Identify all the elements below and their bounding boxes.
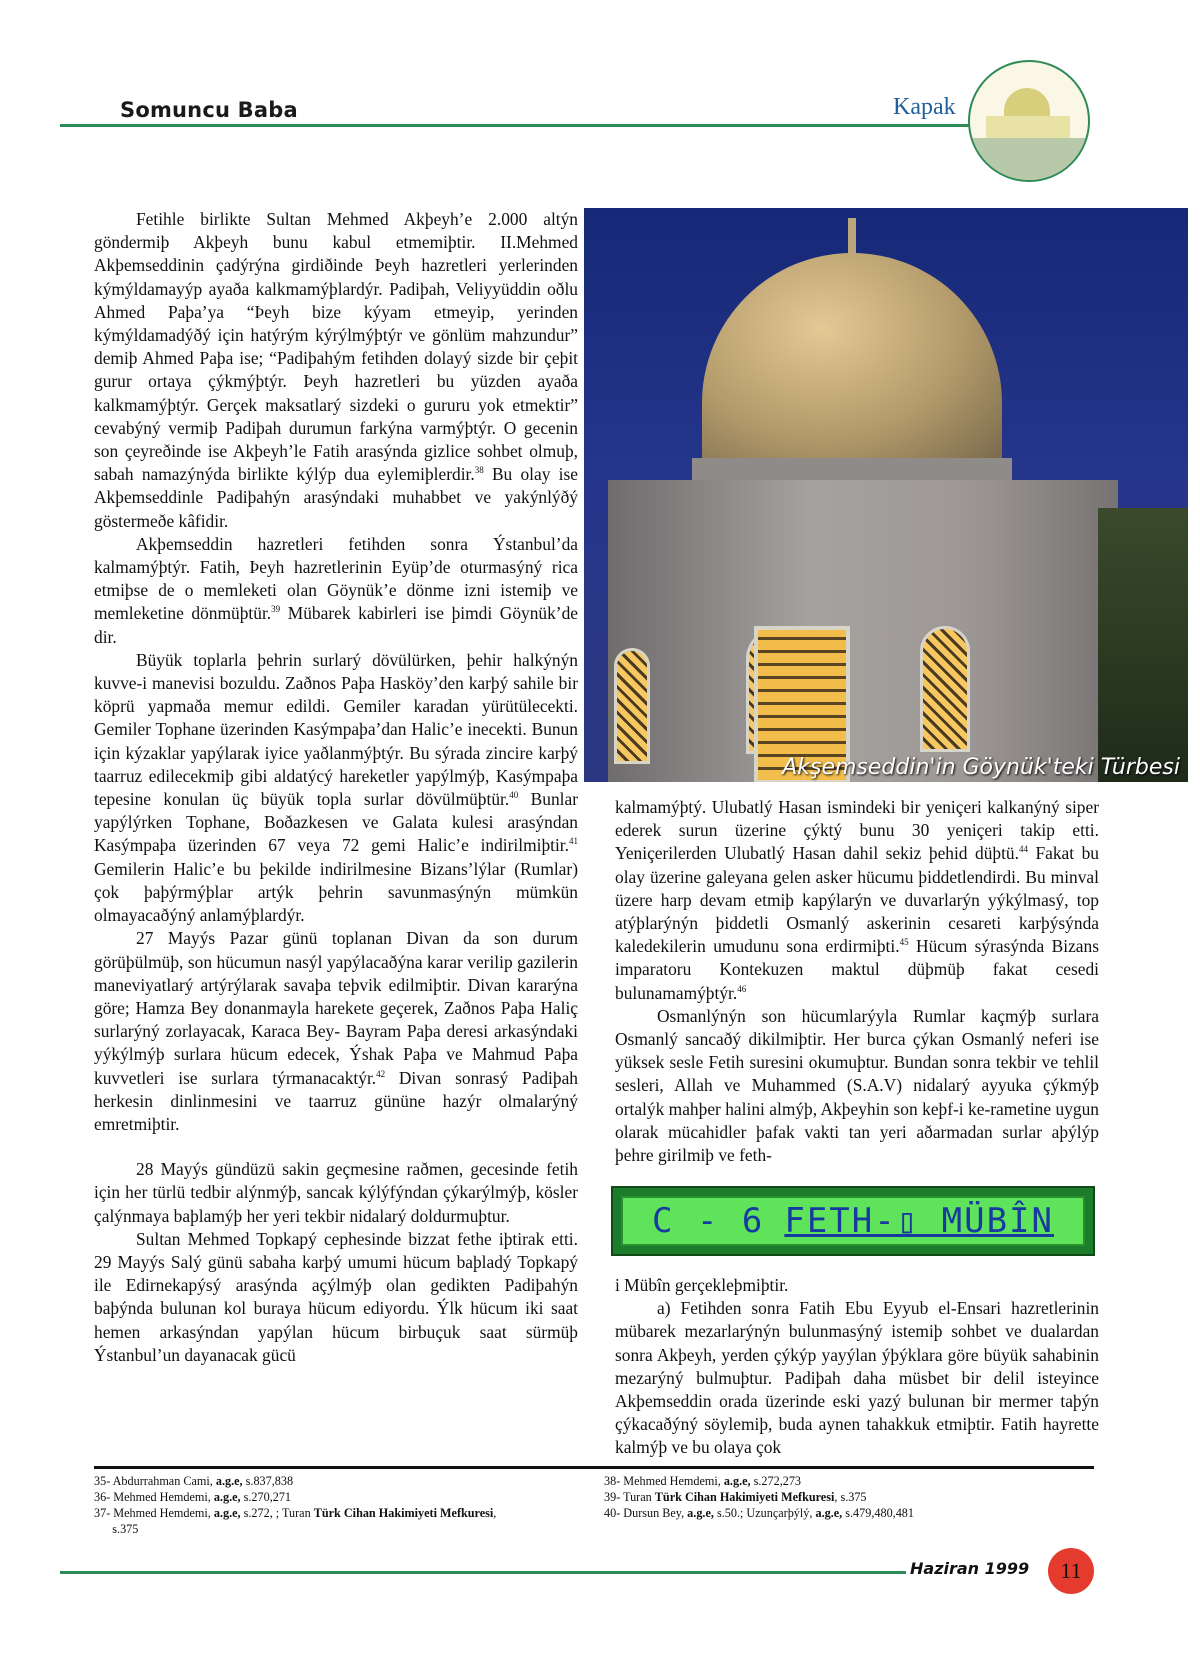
emblem-water <box>970 138 1088 180</box>
paragraph: Osmanlýnýn son hücumlarýyla Rumlar kaçmýþ surlara Osmanlý sancaðý dikilmiþtir. Her burca çýkan Osmanlý neferi ise yüksek sesle Fetih suresini okumuþtur. Bundan sonra tekbir ve tehlil sesleri, Allah ve Muhammed (S.A.V) nidalarý ayyuka çýkmýþ ortalýk mahþer halini almýþ, Akþeyhin son keþf-i ke-rametine uygun olarak mücahidler þafak vakti tan yeri aðarmadan surlar aþýlýp þehre girilmiþ ve feth- <box>615 1005 1099 1166</box>
footnote: 40- Dursun Bey, a.g.e, s.50.; Uzunçarþýlý, a.g.e, s.479,480,481 <box>604 1506 914 1520</box>
footnote: 35- Abdurrahman Cami, a.g.e, s.837,838 <box>94 1474 294 1488</box>
page-number: 11 <box>1048 1548 1094 1594</box>
emblem-base <box>986 116 1070 138</box>
left-text-column <box>94 208 578 1367</box>
tomb-window <box>614 648 650 764</box>
paragraph: 27 Mayýs Pazar günü toplanan Divan da son durum görüþülmüþ, son hücumun nasýl yapýlacaðýna karar verilip gazilerin maneviyatlarý artýrýlarak savaþa teþvik edilmiþtir. Divan kararýna göre; Hamza Bey donanmayla harekete geçerek, Zaðnos Paþa Haliç surlarýný zorlayacak, Karaca Bey- Bayram Paþa deresi arkasýndaki yýkýlmýþ surlara hücum edecek, Ýshak Paþa ve Mahmud Paþa kuvvetleri ise surlara týrmanacaktýr.$^{42}$ Divan sonrasý Padiþah herkesin dinlinmesini ve taarruz gününe hazýr olmalarýný emretmiþtir. <box>94 928 578 1134</box>
paragraph: Büyük toplarla þehrin surlarý dövülürken, þehir halkýnýn kuvve-i manevisi bozuldu. Zaðnos Paþa Hasköy’den karþý sahile bir köprü yapmaða memur edildi. Gemiler karadan yürütülecekti. Gemiler Tophane üzerinden Kasýmpaþa’dan Halic’e inecekti. Bunun için kýzaklar yapýlarak iyice yaðlanmýþtýr. Bu sýrada zincire karþý taarruz edilecekmiþ gibi aldatýcý hareketler yapýlmýþ, Kasýmpaþa tepesine konulan üç büyük topla surlar dövülmüþtür.$^{40}$ Bunlar yapýlýrken Tophane, Boðazkesen ve Galata kulesi arasýndan Kasýmpaþa üzerinden 67 veya 72 gemi Halic’e indirilmiþtir.$^{41}$ Gemilerin Halic’e bu þekilde indirilmesine Bizans’lýlar (Rumlar) çok þaþýrmýþlar artýk þehrin savunmasýnýn mümkün olmayacaðýný anlamýþlardýr. <box>94 649 578 926</box>
trees <box>1098 508 1188 782</box>
section-title-link[interactable]: FETH-▯ MÜBÎN <box>784 1201 1054 1241</box>
footnote: 36- Mehmed Hemdemi, a.g.e, s.270,271 <box>94 1490 292 1504</box>
footnotes-right <box>604 1473 1084 1521</box>
footnote: 38- Mehmed Hemdemi, a.g.e, s.272,273 <box>604 1474 802 1488</box>
paragraph: i Mübîn gerçekleþmiþtir. <box>615 1275 789 1295</box>
right-text-column-continued <box>615 1274 1099 1460</box>
footnote: 39- Turan Türk Cihan Hakimiyeti Mefkuresi, s.375 <box>604 1490 867 1504</box>
paragraph: Akþemseddin hazretleri fetihden sonra Ýstanbul’da kalmamýþtýr. Fatih, Þeyh hazretlerinin Eyüp’de oturmasýný rica etmiþse de o memleketi olan Göynük’e dönme izni istemiþ ve memleketine dönmüþtür.$^{39}$ Mübarek kabirleri ise þimdi Göynük’de dir. <box>94 533 578 647</box>
tomb-photo <box>584 208 1188 782</box>
footer-rule <box>60 1571 1032 1574</box>
footnote-rule <box>94 1466 1094 1469</box>
emblem-dome <box>1004 88 1050 118</box>
paragraph: Sultan Mehmed Topkapý cephesinde bizzat fethe iþtirak etti. 29 Mayýs Salý günü sabaha karþý umumi hücum baþladý Topkapý ile Edirnekapýsý arasýnda açýlmýþ olan gedikten Padiþahýn baþýnda bulunan kol buraya hücum ediyordu. Ýlk hücum iki saat hemen arkasýndan yapýlan hücum birbuçuk saat sürmüþ Ýstanbul’un dayanacak gücü <box>94 1228 578 1365</box>
right-text-column <box>615 796 1099 1167</box>
header-mosque-emblem <box>968 60 1090 182</box>
section-number: C - 6 <box>652 1201 765 1241</box>
section-heading-box <box>611 1186 1095 1256</box>
paragraph: 28 Mayýs gündüzü sakin geçmesine raðmen, gecesinde fetih için her türlü tedbir alýnmýþ, sancak kýlýfýndan çýkarýlmýþ, kösler çalýnmaya baþlamýþ her yeri tekbir nidalarý doldurmuþtur. <box>94 1159 578 1226</box>
finial <box>848 218 856 258</box>
footnote: 37- Mehmed Hemdemi, a.g.e, s.272, ; Turan Türk Cihan Hakimiyeti Mefkuresi, <box>94 1506 497 1520</box>
magazine-title: Somuncu Baba <box>120 98 298 122</box>
paragraph: kalmamýþtý. Ulubatlý Hasan ismindeki bir yeniçeri kalkanýný siper ederek surun üzerine çýktý bunu 30 yeniçeri takip etti. Yeniçerilerden Ulubatlý Hasan dahil sekiz þehid düþtü.$^{44}$ Fakat bu olay üzerine galeyana gelen asker hücumu þiddetlendirdi. Bu minval üzere harp devam etmiþ kapýlarýn ve duvarlarýn yýkýlmasý, top atýþlarýnýn þiddetli Osmanlý askerinin cesareti karþýsýnda kaledekilerin umudunu sona erdirmiþti.$^{45}$ Hücum sýrasýnda Bizans imparatoru Kontekuzen maktul düþmüþ fakat cesedi bulunamamýþtýr.$^{46}$ <box>615 797 1099 1003</box>
issue-date: Haziran 1999 <box>906 1559 1033 1578</box>
tomb-wall <box>608 480 1118 782</box>
footnotes-left <box>94 1473 594 1537</box>
footnote: s.375 <box>94 1522 139 1536</box>
section-label: Kapak <box>893 94 956 120</box>
paragraph: a) Fetihden sonra Fatih Ebu Eyyub el-Ensari hazretlerinin mübarek mezarlarýnýn bulunmasýný istemiþ sohbet ve dualardan sonra Akþeyh, yerden çýkýp yayýlan ýþýklara göre büyük sahabinin mezarýný bulmuþtur. Padiþah daha müsbet bir delil isteyince Akþemseddin orada üzerinde eski yazý bulunan bir mermer taþýn çýkacaðýný söylemiþ, buda aynen tahakkuk etmiþtir. Fatih hayrette kalmýþ ve bu olaya çok <box>615 1298 1099 1458</box>
tomb-window <box>920 626 970 752</box>
header-rule <box>60 124 980 127</box>
photo-caption: Akşemseddin'in Göynük'teki Türbesi <box>782 755 1180 780</box>
paragraph: Fetihle birlikte Sultan Mehmed Akþeyh’e 2.000 altýn göndermiþ Akþeyh bunu kabul etmemiþtir. II.Mehmed Akþemseddinin çadýrýna girdiðinde Þeyh hazretleri yerlerinden kýmýldamayýp ayaða kalkmamýþlardýr. Padiþah, Veliyyüddin oðlu Ahmed Paþa’ya “Þeyh bize kýyam etmeyip, yerinden kýmýldamadýðý için hatýrým kýrýlmýþtýr ve gönlüm mahzundur” demiþ Ahmed Paþa ise; “Padiþahým fetihden dolayý sizde bir çeþit gurur ortaya çýkmýþtýr. Þeyh hazretleri bu yüzden ayaða kalkmamýþtýr. Gerçek maksatlarý sizdeki o gururu yok etmektir” cevabýný vermiþ Padiþah durumun farkýna varmýþtýr. O gecenin son çeyreðinde ise Akþeyh’le Fatih arasýnda gizlice sohbet olmuþ, sabah namazýnýda birlikte kýlýp dua eylemiþlerdir.$^{38}$ Bu olay ise Akþemseddinle Padiþahýn arasýndaki muhabbet ve yakýnlýðý göstermeðe kâfidir. <box>94 209 578 531</box>
